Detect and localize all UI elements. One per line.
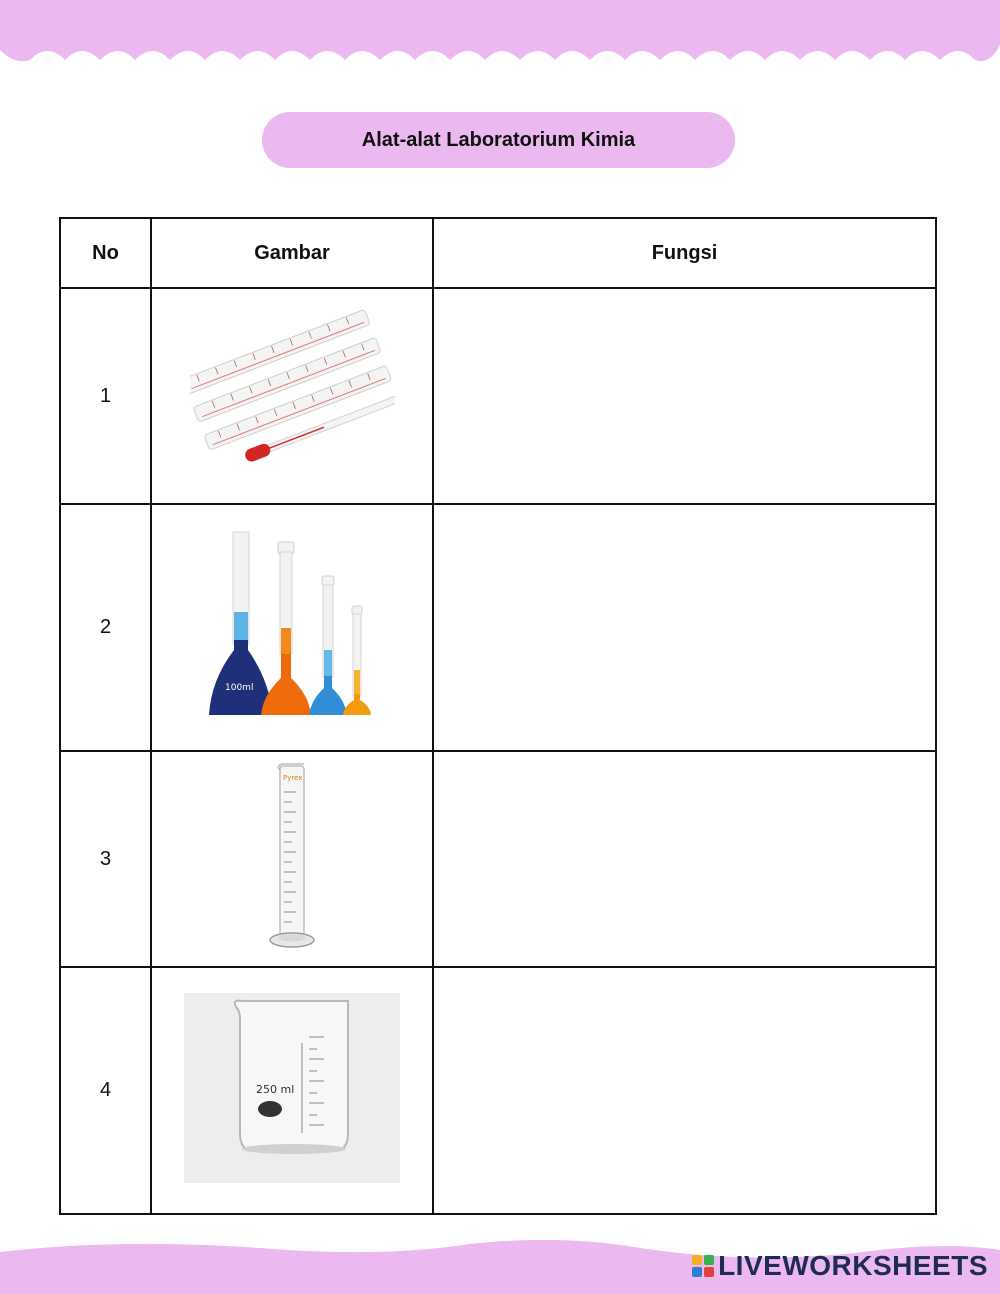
logo-text: LIVEWORKSHEETS xyxy=(718,1250,988,1281)
fungsi-cell[interactable] xyxy=(433,751,936,967)
row-number: 1 xyxy=(60,288,151,504)
table-row xyxy=(60,967,936,1214)
table-row xyxy=(60,288,936,504)
column-header-gambar: Gambar xyxy=(151,218,433,288)
fungsi-cell[interactable] xyxy=(433,288,936,504)
image-cell xyxy=(151,751,433,967)
svg-text:100ml: 100ml xyxy=(224,683,253,693)
beaker-volume-label: 250 ml xyxy=(256,1083,295,1096)
logo-mark-icon xyxy=(692,1255,714,1277)
image-cell xyxy=(151,967,433,1214)
volumetric-flask-icon xyxy=(205,530,380,720)
lab-tools-table xyxy=(59,217,937,1215)
fungsi-cell[interactable] xyxy=(433,967,936,1214)
liveworksheets-logo xyxy=(692,1250,988,1282)
table-row xyxy=(60,504,936,751)
fungsi-cell[interactable] xyxy=(433,504,936,751)
beaker-icon xyxy=(184,993,400,1183)
top-wave-decoration xyxy=(0,0,1000,70)
image-cell xyxy=(151,504,433,751)
column-header-no: No xyxy=(60,218,151,288)
column-header-fungsi: Fungsi xyxy=(433,218,936,288)
table-row xyxy=(60,751,936,967)
row-number: 4 xyxy=(60,967,151,1214)
cylinder-brand: Pyrex xyxy=(283,773,303,782)
graduated-cylinder-icon xyxy=(252,762,332,952)
row-number: 2 xyxy=(60,504,151,751)
table-header-row xyxy=(60,218,936,288)
row-number: 3 xyxy=(60,751,151,967)
thermometer-icon xyxy=(190,309,395,479)
image-cell xyxy=(151,288,433,504)
page-title: Alat-alat Laboratorium Kimia xyxy=(262,112,735,168)
